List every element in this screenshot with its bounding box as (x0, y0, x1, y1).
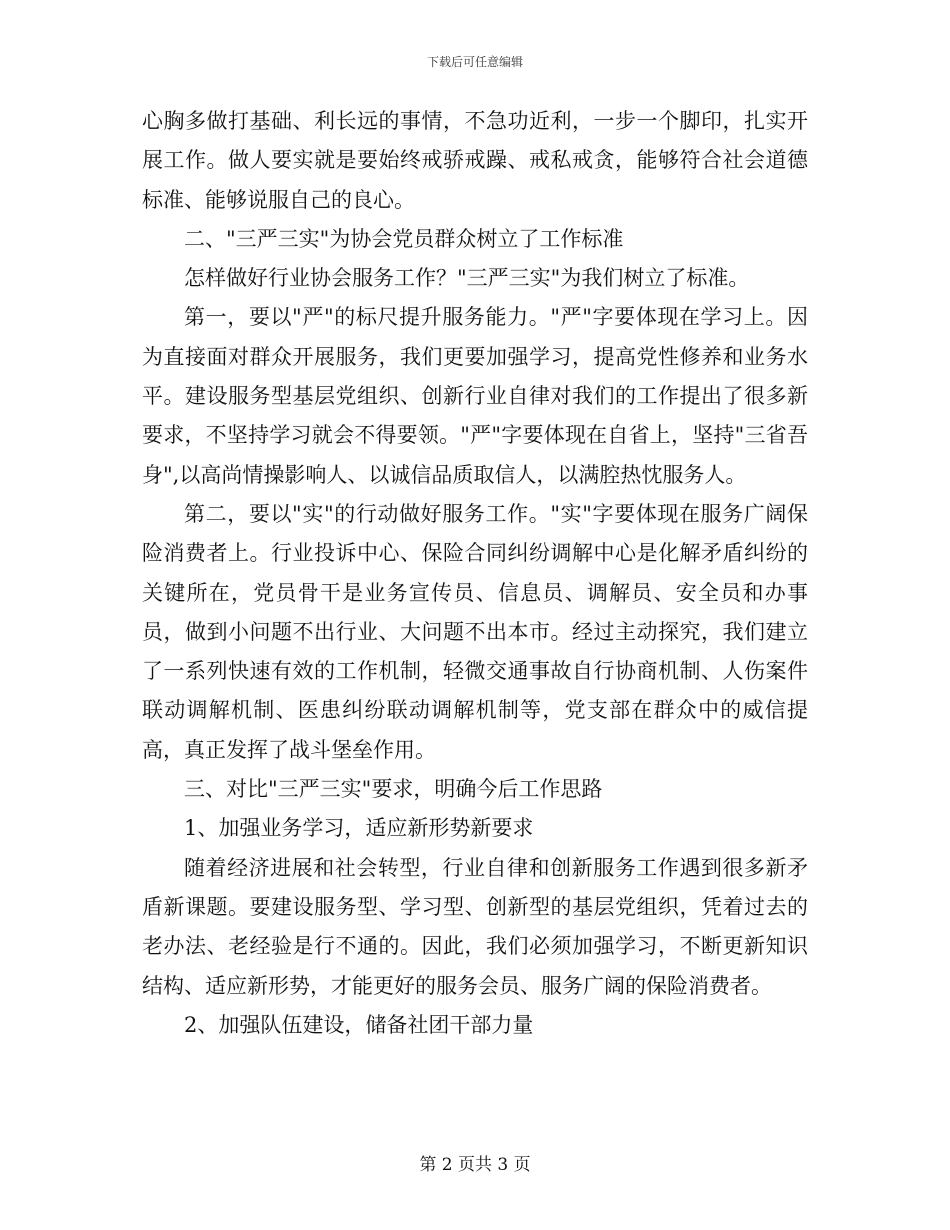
paragraph: 第一，要以"严"的标尺提升服务能力。"严"字要体现在学习上。因为直接面对群众开展服务，我们更要加强学习，提高党性修养和业务水平。建设服务型基层党组织、创新行业自律对我们的工作提出了很多新要求，不坚持学习就会不得要领。"严"字要体现在自省上，坚持"三省吾身",以高尚情操影响人、以诚信品质取信人，以满腔热忱服务人。 (142, 305, 808, 487)
section-heading: 二、"三严三实"为协会党员群众树立了工作标准 (184, 226, 624, 251)
paragraph: 随着经济进展和社会转型，行业自律和创新服务工作遇到很多新矛盾新课题。要建设服务型、学习型、创新型的基层党组织，凭着过去的老办法、老经验是行不通的。因此，我们必须加强学习，不断更新知识结构、适应新形势，才能更好的服务会员、服务广阔的保险消费者。 (142, 855, 808, 998)
subsection-heading: 2、加强队伍建设，储备社团干部力量 (184, 1012, 534, 1037)
subsection-heading: 1、加强业务学习，适应新形势新要求 (184, 816, 534, 841)
paragraph: 怎样做好行业协会服务工作？"三严三实"为我们树立了标准。 (184, 266, 750, 291)
paragraph: 第二，要以"实"的行动做好服务工作。"实"字要体现在服务广阔保险消费者上。行业投诉中心、保险合同纠纷调解中心是化解矛盾纠纷的关键所在，党员骨干是业务宣传员、信息员、调解员、安全员和办事员，做到小问题不出行业、大问题不出本市。经过主动探究，我们建立了一系列快速有效的工作机制，轻微交通事故自行协商机制、人伤案件联动调解机制、医患纠纷联动调解机制等，党支部在群众中的威信提高，真正发挥了战斗堡垒作用。 (142, 501, 808, 762)
paragraph: 心胸多做打基础、利长远的事情，不急功近利，一步一个脚印，扎实开展工作。做人要实就是要始终戒骄戒躁、戒私戒贪，能够符合社会道德标准、能够说服自己的良心。 (142, 109, 808, 212)
page-footer: 第 2 页共 3 页 (419, 1155, 531, 1175)
section-heading: 三、对比"三严三实"要求，明确今后工作思路 (184, 777, 603, 802)
page-header: 下载后可任意编辑 (426, 55, 523, 69)
document-body (142, 102, 808, 1045)
